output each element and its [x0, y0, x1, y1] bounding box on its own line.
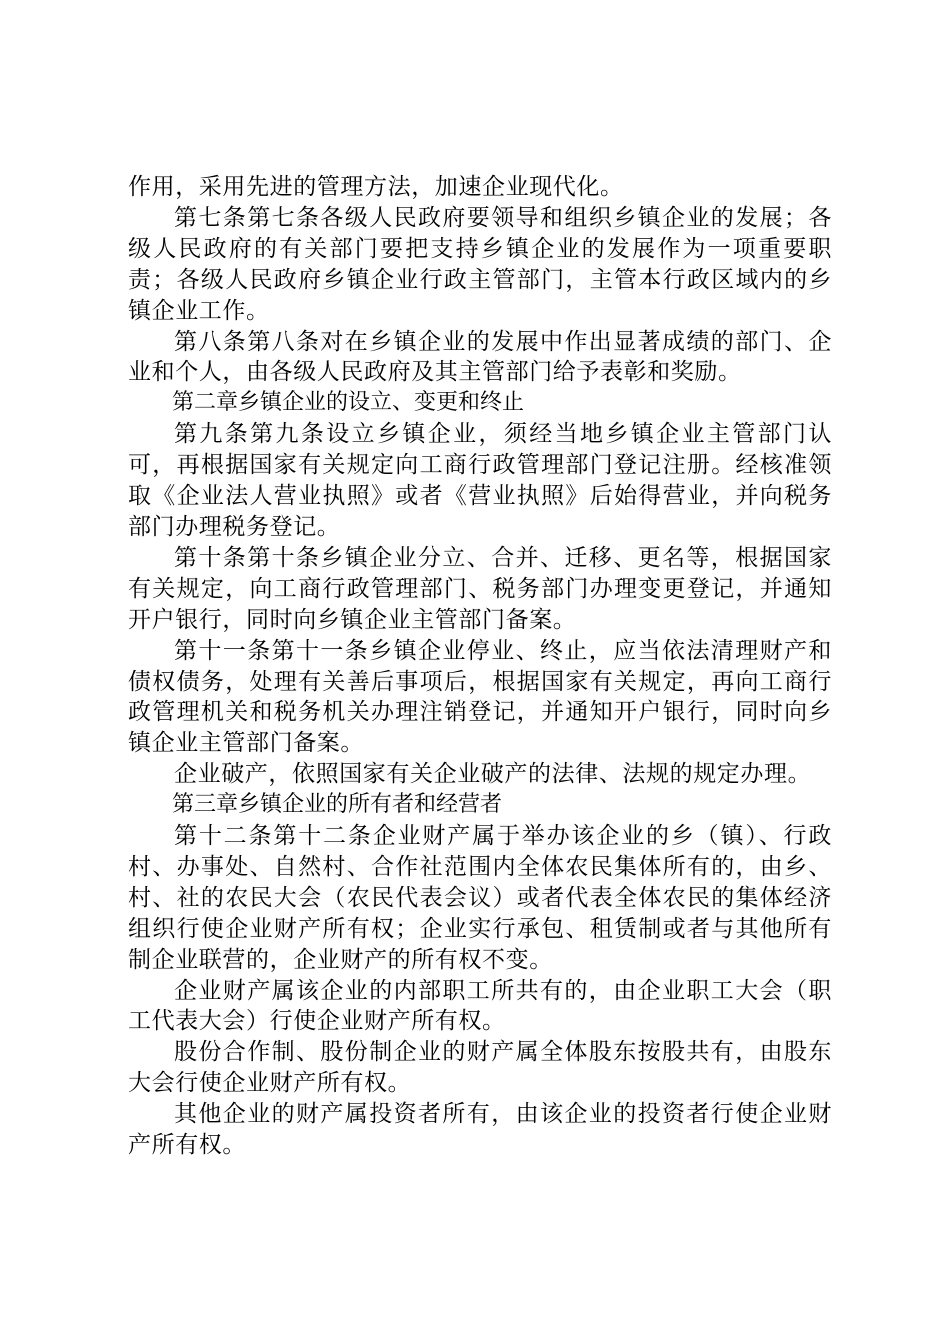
- paragraph-employee-property: 企业财产属该企业的内部职工所共有的，由企业职工大会（职工代表大会）行使企业财产所有权。: [128, 977, 832, 1035]
- document-page: [128, 172, 832, 1161]
- paragraph-article-7: 第七条第七条各级人民政府要领导和组织乡镇企业的发展；各级人民政府的有关部门要把支持乡镇企业的发展作为一项重要职责；各级人民政府乡镇企业行政主管部门，主管本行政区域内的乡镇企业工作。: [128, 204, 832, 324]
- paragraph-article-8: 第八条第八条对在乡镇企业的发展中作出显著成绩的部门、企业和个人，由各级人民政府及其主管部门给予表彰和奖励。: [128, 328, 832, 386]
- paragraph-bankruptcy: 企业破产，依照国家有关企业破产的法律、法规的规定办理。: [174, 761, 812, 788]
- chapter-2-heading: 第二章乡镇企业的设立、变更和终止: [172, 390, 525, 416]
- paragraph-article-11: 第十一条第十一条乡镇企业停业、终止，应当依法清理财产和债权债务，处理有关善后事项后，根据国家有关规定，再向工商行政管理机关和税务机关办理注销登记，并通知开户银行，同时向乡镇企业主管部门备案。: [128, 637, 832, 757]
- paragraph-article-9: 第九条第九条设立乡镇企业，须经当地乡镇企业主管部门认可，再根据国家有关规定向工商行政管理部门登记注册。经核准领取《企业法人营业执照》或者《营业执照》后始得营业，并向税务部门办理税务登记。: [128, 421, 832, 540]
- paragraph-article-10: 第十条第十条乡镇企业分立、合并、迁移、更名等，根据国家有关规定，向工商行政管理部门、税务部门办理变更登记，并通知开户银行，同时向乡镇企业主管部门备案。: [128, 544, 832, 633]
- paragraph-continuation: 作用，采用先进的管理方法，加速企业现代化。: [128, 174, 624, 200]
- paragraph-article-12: 第十二条第十二条企业财产属于举办该企业的乡（镇）、行政村、办事处、自然村、合作社范围内全体农民集体所有的，由乡、村、社的农民大会（农民代表会议）或者代表全体农民的集体经济组织行使企业财产所有权；企业实行承包、租赁制或者与其他所有制企业联营的，企业财产的所有权不变。: [128, 823, 832, 973]
- paragraph-investor-property: 其他企业的财产属投资者所有，由该企业的投资者行使企业财产所有权。: [128, 1101, 832, 1159]
- paragraph-shareholding-property: 股份合作制、股份制企业的财产属全体股东按股共有，由股东大会行使企业财产所有权。: [128, 1039, 832, 1097]
- chapter-3-heading: 第三章乡镇企业的所有者和经营者: [172, 792, 503, 818]
